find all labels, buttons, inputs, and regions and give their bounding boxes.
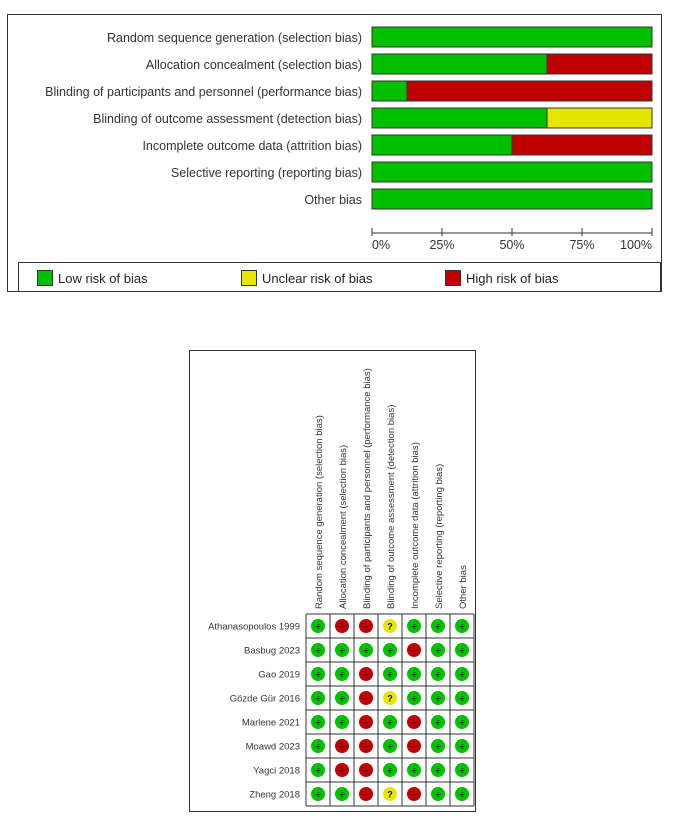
risk-symbol-high: − (411, 789, 417, 800)
category-label-other-bias: Other bias (304, 193, 362, 207)
risk-symbol-low: + (435, 765, 441, 776)
legend-swatch-low (37, 270, 53, 286)
bar-segment-unclear-risk-of-bias-4 (547, 108, 652, 128)
bar-segment-low-risk-of-bias-4 (372, 108, 547, 128)
study-label-gao-2019: Gao 2019 (258, 669, 300, 681)
risk-symbol-low: + (435, 741, 441, 752)
risk-symbol-high: − (363, 693, 369, 704)
risk-symbol-high: − (363, 765, 369, 776)
risk-symbol-unclear: ? (387, 789, 393, 800)
risk-symbol-high: − (363, 669, 369, 680)
category-label-blinding-of-participants-and-personnel-performance-bias: Blinding of participants and personnel (performance bias) (45, 85, 362, 99)
legend-label-high: High risk of bias (466, 270, 559, 286)
column-header-selective-reporting-reporting-bias: Selective reporting (reporting bias) (434, 463, 445, 609)
legend-swatch-unclear (241, 270, 257, 286)
risk-symbol-high: − (411, 717, 417, 728)
risk-symbol-low: + (315, 789, 321, 800)
category-label-blinding-of-outcome-assessment-detection-bias: Blinding of outcome assessment (detection bias) (93, 112, 362, 126)
column-header-random-sequence-generation-selection-bias: Random sequence generation (selection bias) (314, 415, 325, 609)
risk-symbol-high: − (339, 741, 345, 752)
risk-symbol-high: − (363, 717, 369, 728)
column-header-incomplete-outcome-data-attrition-bias: Incomplete outcome data (attrition bias) (410, 442, 421, 609)
category-label-allocation-concealment-selection-bias: Allocation concealment (selection bias) (145, 58, 362, 72)
risk-symbol-low: + (387, 645, 393, 656)
bar-segment-low-risk-of-bias-3 (372, 81, 407, 101)
risk-symbol-low: + (459, 669, 465, 680)
risk-symbol-low: + (339, 669, 345, 680)
x-tick-label-2: 50% (499, 238, 525, 252)
risk-symbol-low: + (315, 645, 321, 656)
risk-symbol-high: − (339, 765, 345, 776)
risk-symbol-low: + (387, 765, 393, 776)
risk-of-bias-graph (189, 350, 476, 812)
risk-symbol-low: + (435, 669, 441, 680)
risk-symbol-low: + (339, 645, 345, 656)
x-tick-label-1: 25% (429, 238, 455, 252)
risk-symbol-low: + (459, 717, 465, 728)
risk-symbol-low: + (411, 621, 417, 632)
category-label-random-sequence-generation-selection-bias: Random sequence generation (selection bias) (106, 31, 362, 45)
risk-symbol-low: + (315, 717, 321, 728)
risk-symbol-low: + (459, 645, 465, 656)
risk-symbol-low: + (435, 645, 441, 656)
legend-item-unclear (241, 269, 373, 287)
column-header-blinding-of-outcome-assessment-detection-bias: Blinding of outcome assessment (detection bias) (386, 404, 397, 609)
risk-symbol-low: + (435, 717, 441, 728)
risk-symbol-high: − (411, 741, 417, 752)
risk-of-bias-grid (190, 351, 477, 813)
bar-segment-low-risk-of-bias-1 (372, 27, 652, 47)
risk-symbol-high: − (339, 621, 345, 632)
study-label-yagci-2018: Yagci 2018 (253, 765, 300, 777)
legend-item-low (37, 269, 148, 287)
risk-symbol-low: + (459, 621, 465, 632)
risk-symbol-low: + (363, 645, 369, 656)
risk-symbol-high: − (363, 789, 369, 800)
category-label-selective-reporting-reporting-bias: Selective reporting (reporting bias) (170, 166, 362, 180)
legend-swatch-high (445, 270, 461, 286)
study-label-g-zde-g-r-2016: Gözde Gür 2016 (229, 693, 300, 705)
risk-symbol-low: + (315, 621, 321, 632)
risk-symbol-low: + (435, 693, 441, 704)
risk-symbol-high: − (411, 645, 417, 656)
column-header-allocation-concealment-selection-bias: Allocation concealment (selection bias) (338, 444, 349, 609)
risk-symbol-low: + (387, 669, 393, 680)
risk-symbol-low: + (315, 765, 321, 776)
risk-symbol-low: + (387, 717, 393, 728)
study-label-athanasopoulos-1999: Athanasopoulos 1999 (208, 621, 300, 633)
risk-symbol-low: + (339, 789, 345, 800)
risk-symbol-low: + (315, 741, 321, 752)
bar-segment-high-risk-of-bias-5 (512, 135, 652, 155)
bar-segment-low-risk-of-bias-2 (372, 54, 547, 74)
risk-symbol-low: + (435, 621, 441, 632)
study-label-marlene-2021: Marlene 2021 (241, 717, 300, 729)
risk-symbol-high: − (363, 621, 369, 632)
bar-segment-high-risk-of-bias-3 (407, 81, 652, 101)
risk-symbol-low: + (459, 789, 465, 800)
risk-symbol-low: + (339, 693, 345, 704)
x-tick-label-3: 75% (569, 238, 595, 252)
legend-label-low: Low risk of bias (58, 270, 148, 286)
risk-symbol-low: + (411, 765, 417, 776)
bar-segment-low-risk-of-bias-7 (372, 189, 652, 209)
x-tick-label-0: 0% (372, 238, 391, 252)
category-label-incomplete-outcome-data-attrition-bias: Incomplete outcome data (attrition bias) (142, 139, 362, 153)
summary-bar-chart (8, 15, 663, 260)
legend-label-unclear: Unclear risk of bias (262, 270, 373, 286)
bar-segment-high-risk-of-bias-2 (547, 54, 652, 74)
risk-symbol-high: − (363, 741, 369, 752)
risk-symbol-low: + (459, 693, 465, 704)
study-label-zheng-2018: Zheng 2018 (249, 789, 300, 801)
risk-symbol-low: + (459, 741, 465, 752)
study-label-moawd-2023: Moawd 2023 (245, 741, 300, 753)
bar-segment-low-risk-of-bias-6 (372, 162, 652, 182)
risk-symbol-low: + (411, 693, 417, 704)
risk-symbol-low: + (315, 693, 321, 704)
column-header-other-bias: Other bias (458, 565, 469, 609)
risk-of-bias-summary-chart (7, 14, 662, 292)
risk-symbol-low: + (387, 741, 393, 752)
risk-symbol-low: + (315, 669, 321, 680)
risk-symbol-unclear: ? (387, 693, 393, 704)
legend-item-high (445, 269, 558, 287)
legend (18, 262, 661, 292)
x-tick-label-4: 100% (620, 238, 652, 252)
risk-symbol-low: + (459, 765, 465, 776)
risk-symbol-low: + (411, 669, 417, 680)
study-label-basbug-2023: Basbug 2023 (244, 645, 300, 657)
risk-symbol-unclear: ? (387, 621, 393, 632)
column-header-blinding-of-participants-and-personnel-performance-bias: Blinding of participants and personnel (performance bias) (362, 368, 373, 609)
risk-symbol-low: + (435, 789, 441, 800)
risk-symbol-low: + (339, 717, 345, 728)
bar-segment-low-risk-of-bias-5 (372, 135, 512, 155)
